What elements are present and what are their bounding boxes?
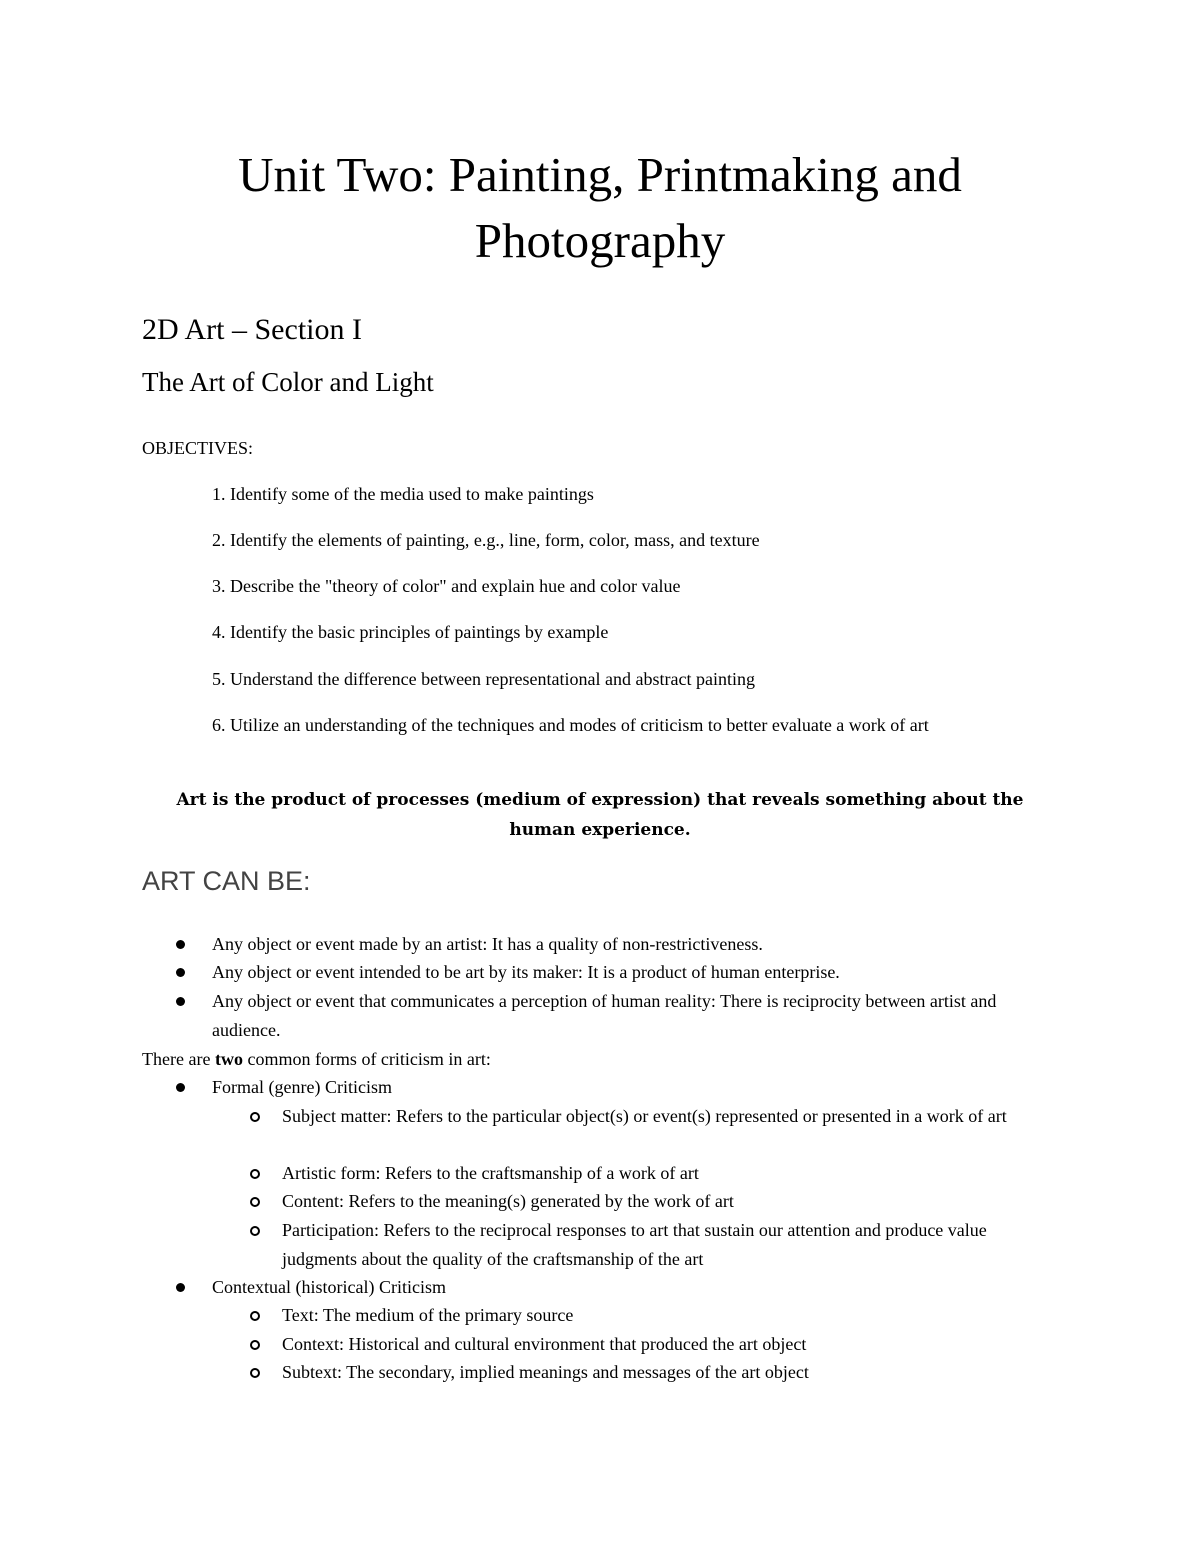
list-item: Any object or event that communicates a perception of human reality: There is reciprocity between artist and audience. [212, 991, 997, 1040]
formal-criticism-item: Participation: Refers to the reciprocal responses to art that sustain our attention and produce value judgments about the quality of the craftsmanship of the art [282, 1220, 987, 1269]
criticism-intro-emphasis: two [214, 1049, 243, 1069]
list-item: Any object or event intended to be art by its maker: It is a product of human enterprise. [212, 962, 840, 982]
contextual-criticism-label: Contextual (historical) Criticism [212, 1277, 446, 1297]
circle-bullet-icon [250, 1169, 260, 1179]
circle-bullet-icon [250, 1368, 260, 1378]
contextual-criticism-item: Text: The medium of the primary source [282, 1305, 574, 1325]
contextual-criticism-item: Context: Historical and cultural environment that produced the art object [282, 1334, 807, 1354]
formal-criticism-item: Subject matter: Refers to the particular object(s) or event(s) represented or presented in a work of art [282, 1106, 1007, 1126]
art-definition: Art is the product of processes (medium of expression) that reveals something about the human experience. [176, 790, 1024, 840]
circle-bullet-icon [250, 1226, 260, 1236]
bullet-icon [176, 940, 186, 950]
objective-item: 5. Understand the difference between representational and abstract painting [212, 669, 755, 689]
document-title: Unit Two: Painting, Printmaking and Photography [238, 147, 962, 268]
section-subheading: The Art of Color and Light [142, 367, 434, 397]
criticism-intro-end: common forms of criticism in art: [242, 1049, 491, 1069]
objectives-label: OBJECTIVES: [142, 438, 254, 458]
objective-item: 3. Describe the "theory of color" and explain hue and color value [212, 576, 681, 596]
circle-bullet-icon [250, 1311, 260, 1321]
section-heading: 2D Art – Section I [142, 313, 362, 346]
contextual-criticism-item: Subtext: The secondary, implied meanings and messages of the art object [282, 1362, 809, 1382]
criticism-intro-start: There are [142, 1049, 215, 1069]
objective-item: 4. Identify the basic principles of paintings by example [212, 622, 609, 642]
bullet-icon [176, 1283, 186, 1293]
list-item: Any object or event made by an artist: It has a quality of non-restrictiveness. [212, 934, 763, 954]
objective-item: 2. Identify the elements of painting, e.g., line, form, color, mass, and texture [212, 530, 760, 550]
bullet-icon [176, 968, 186, 978]
formal-criticism-item: Content: Refers to the meaning(s) generated by the work of art [282, 1191, 734, 1211]
formal-criticism-item: Artistic form: Refers to the craftsmanship of a work of art [282, 1163, 699, 1183]
formal-criticism-label: Formal (genre) Criticism [212, 1077, 392, 1097]
circle-bullet-icon [250, 1340, 260, 1350]
circle-bullet-icon [250, 1197, 260, 1207]
bullet-icon [176, 997, 186, 1007]
objective-item: 6. Utilize an understanding of the techniques and modes of criticism to better evaluate a work of art [212, 715, 929, 735]
bullet-icon [176, 1083, 186, 1093]
criticism-intro [142, 1045, 491, 1074]
objective-item: 1. Identify some of the media used to make paintings [212, 484, 594, 504]
art-can-be-heading: ART CAN BE: [142, 866, 311, 896]
circle-bullet-icon [250, 1112, 260, 1122]
